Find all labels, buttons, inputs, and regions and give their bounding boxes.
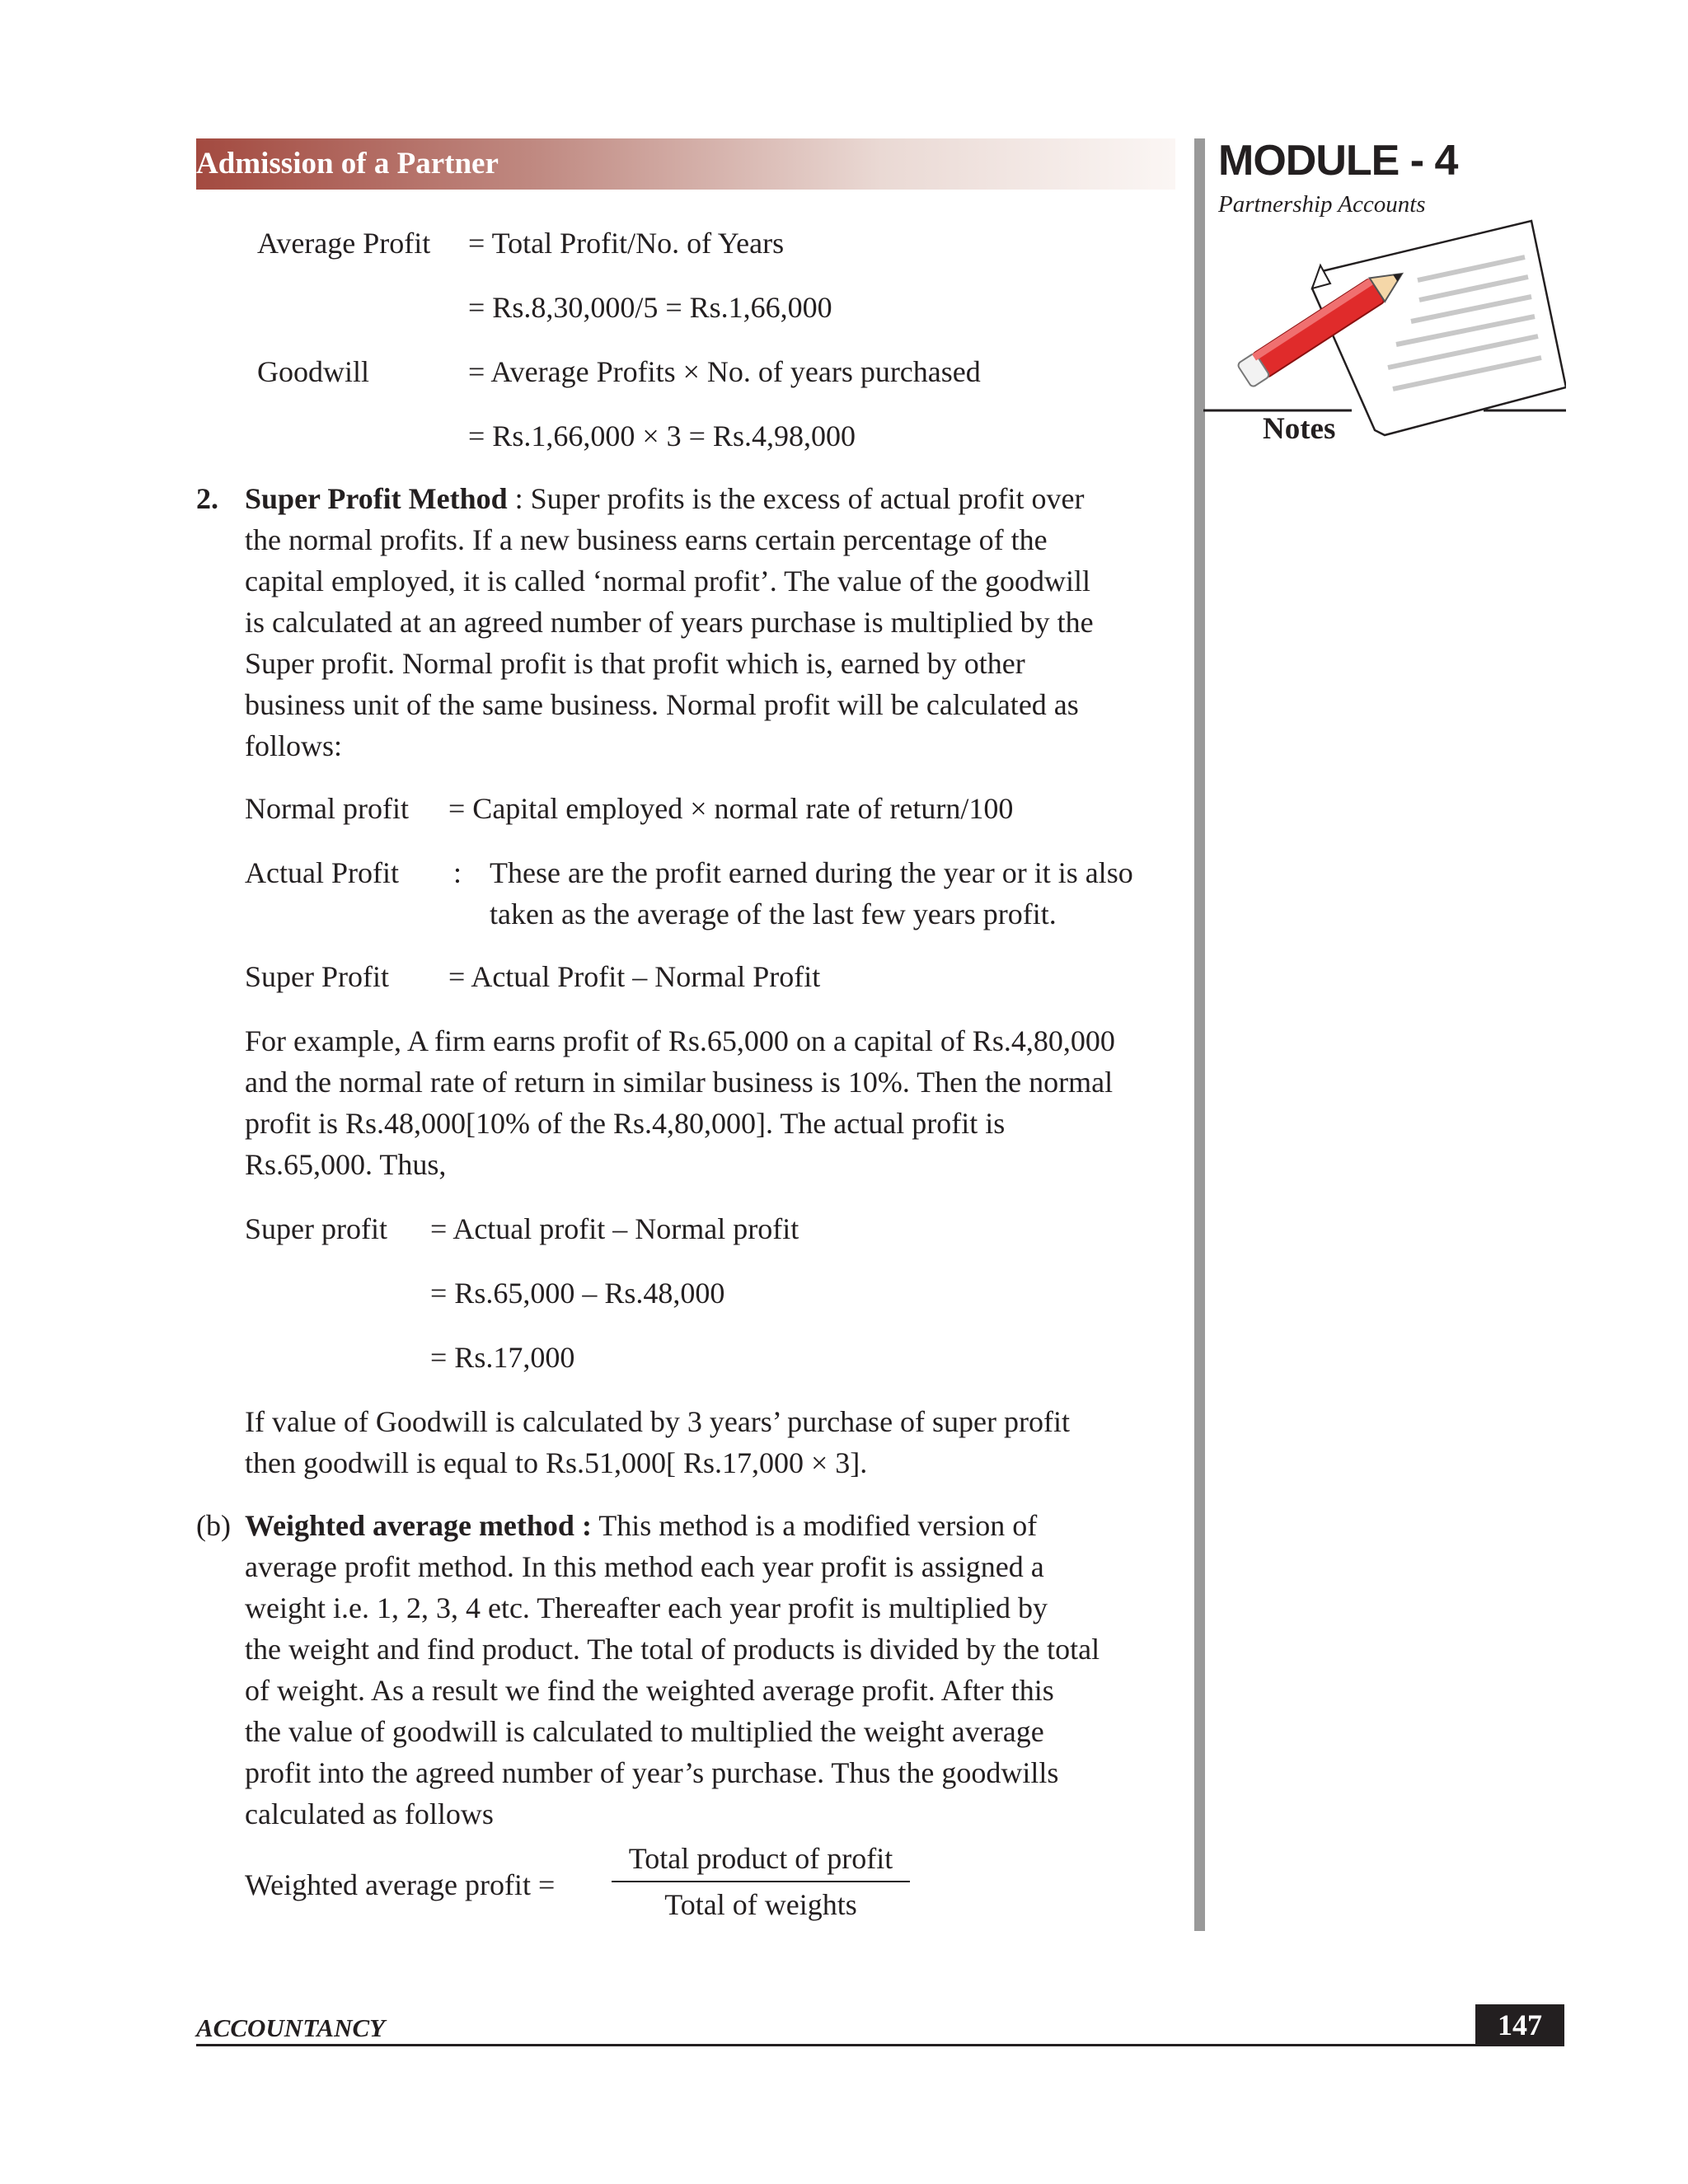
paragraph-line: : Super profits is the excess of actual profit over [507, 482, 1085, 515]
paragraph-line: calculated as follows [245, 1797, 494, 1830]
actual-profit-definition [490, 852, 1174, 935]
average-profit-value: = Rs.8,30,000/5 = Rs.1,66,000 [468, 291, 832, 324]
weighted-average-heading: Weighted average method : [245, 1509, 592, 1542]
example-super-profit-label: Super profit [245, 1212, 387, 1245]
goodwill-value: = Rs.1,66,000 × 3 = Rs.4,98,000 [468, 419, 856, 452]
paragraph-line: weight i.e. 1, 2, 3, 4 etc. Thereafter each year profit is multiplied by [245, 1591, 1048, 1624]
goodwill-formula: = Average Profits × No. of years purchased [468, 355, 981, 388]
fraction-bar [612, 1881, 910, 1882]
paragraph-line: profit into the agreed number of year’s purchase. Thus the goodwills [245, 1756, 1059, 1789]
section-title: Admission of a Partner [196, 147, 499, 180]
list-number: 2. [196, 482, 218, 515]
goodwill-label: Goodwill [257, 355, 370, 388]
paragraph-line: and the normal rate of return in similar business is 10%. Then the normal [245, 1066, 1114, 1099]
actual-profit-label: Actual Profit [245, 856, 399, 889]
paragraph-line: capital employed, it is called ‘normal profit’. The value of the goodwill [245, 565, 1091, 598]
example-super-profit-substitution: = Rs.65,000 – Rs.48,000 [430, 1277, 725, 1310]
example-paragraph [245, 1020, 1175, 1185]
paragraph-line: the weight and find product. The total of products is divided by the total [245, 1633, 1100, 1666]
footer-rule [196, 2044, 1564, 2046]
example-super-profit-formula: = Actual profit – Normal profit [430, 1212, 799, 1245]
average-profit-formula: = Total Profit/No. of Years [468, 227, 785, 260]
normal-profit-label: Normal profit [245, 792, 409, 825]
page-number: 147 [1475, 2004, 1564, 2046]
paragraph-line: the normal profits. If a new business earns certain percentage of the [245, 523, 1048, 556]
paragraph-line: These are the profit earned during the year or it is also [490, 856, 1133, 889]
weighted-average-paragraph [245, 1505, 1175, 1835]
average-profit-label: Average Profit [257, 227, 431, 260]
paragraph-line: the value of goodwill is calculated to multiplied the weight average [245, 1715, 1044, 1748]
super-profit-label: Super Profit [245, 960, 389, 993]
super-profit-formula: = Actual Profit – Normal Profit [448, 960, 821, 993]
paragraph-line: If value of Goodwill is calculated by 3 years’ purchase of super profit [245, 1405, 1070, 1438]
actual-profit-separator: : [453, 856, 462, 889]
paragraph-line: then goodwill is equal to Rs.51,000[ Rs.17,000 × 3]. [245, 1446, 868, 1479]
paragraph-line: Rs.65,000. Thus, [245, 1148, 447, 1181]
notes-pencil-icon [1203, 214, 1566, 453]
paragraph-line: Super profit. Normal profit is that profit which is, earned by other [245, 647, 1025, 680]
super-profit-heading: Super Profit Method [245, 482, 508, 515]
fraction-denominator: Total of weights [664, 1888, 857, 1921]
footer-subject: ACCOUNTANCY [196, 2013, 386, 2042]
module-subtitle: Partnership Accounts [1218, 191, 1426, 218]
paragraph-line: average profit method. In this method each year profit is assigned a [245, 1550, 1044, 1583]
paragraph-line: business unit of the same business. Normal profit will be calculated as [245, 688, 1079, 721]
goodwill-example-paragraph [245, 1401, 1175, 1483]
fraction-numerator: Total product of profit [628, 1842, 893, 1875]
super-profit-paragraph [245, 478, 1175, 766]
list-marker: (b) [196, 1509, 231, 1542]
paragraph-line: is calculated at an agreed number of years purchase is multiplied by the [245, 606, 1094, 639]
paragraph-line: taken as the average of the last few years profit. [490, 898, 1057, 930]
notes-label: Notes [1263, 412, 1336, 446]
module-title: MODULE - 4 [1218, 137, 1458, 185]
paragraph-line: of weight. As a result we find the weighted average profit. After this [245, 1674, 1054, 1707]
paragraph-line: For example, A firm earns profit of Rs.65,000 on a capital of Rs.4,80,000 [245, 1024, 1115, 1057]
paragraph-line: follows: [245, 729, 343, 762]
weighted-formula-label: Weighted average profit = [245, 1868, 556, 1901]
paragraph-line: profit is Rs.48,000[10% of the Rs.4,80,000]. The actual profit is [245, 1107, 1006, 1140]
paragraph-line: This method is a modified version of [591, 1509, 1038, 1542]
normal-profit-formula: = Capital employed × normal rate of return/100 [448, 792, 1014, 825]
example-super-profit-result: = Rs.17,000 [430, 1341, 575, 1374]
